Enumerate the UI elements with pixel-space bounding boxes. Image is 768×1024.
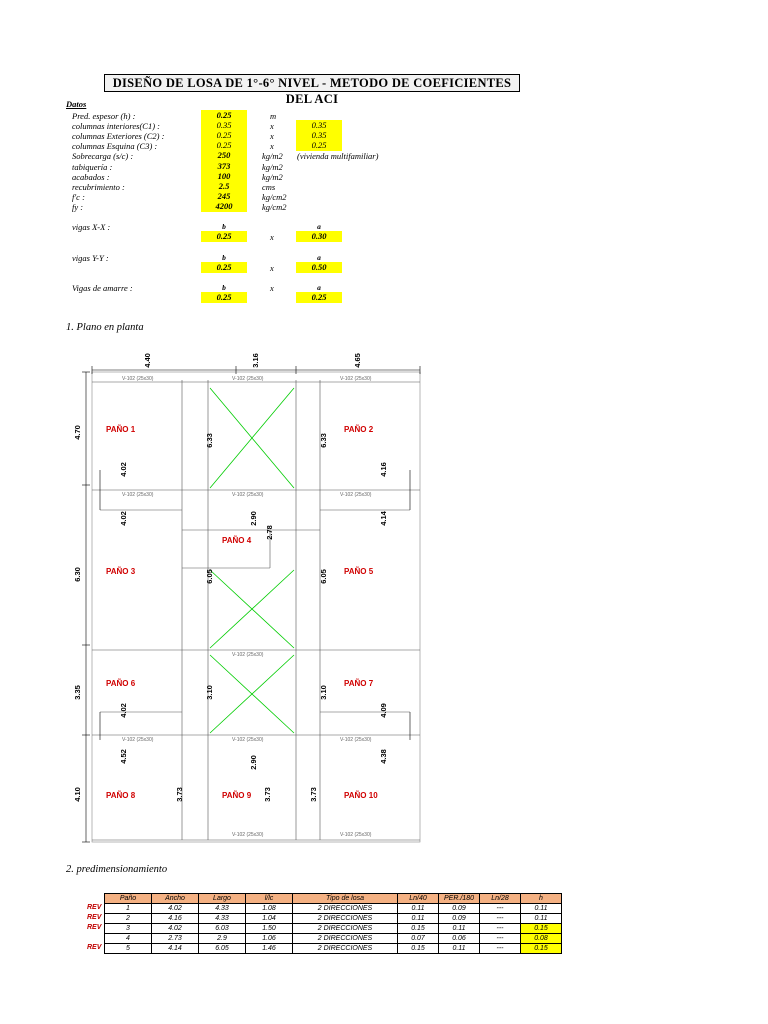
beam-label: V-102 (25x30) <box>122 376 154 382</box>
table-cell: 0.11 <box>521 904 562 914</box>
dim-left-2: 6.30 <box>72 567 82 582</box>
dim-inner: 6.33 <box>318 433 328 448</box>
dim-inner: 3.73 <box>308 787 318 802</box>
datos-unit: kg/cm2 <box>262 202 287 212</box>
vigas-label: vigas X-X : <box>72 222 111 232</box>
section-predimensionamiento: 2. predimensionamiento <box>66 864 168 875</box>
rev-label: REV <box>87 924 102 931</box>
dim-inner: 3.73 <box>174 787 184 802</box>
table-cell: 2.9 <box>199 934 246 944</box>
dim-inner: 2.90 <box>248 511 258 526</box>
table-cell: 2 <box>105 914 152 924</box>
section-plano-en-planta: 1. Plano en planta <box>66 322 144 333</box>
col-header: PER./180 <box>439 894 480 904</box>
vigas-label: vigas Y-Y : <box>72 253 109 263</box>
datos-value: 245 <box>201 191 247 202</box>
table-cell: 0.15 <box>521 944 562 954</box>
table-cell: 0.11 <box>439 944 480 954</box>
dim-inner: 3.10 <box>204 685 214 700</box>
table-row <box>105 904 562 914</box>
pano-6-label: PAÑO 6 <box>106 679 136 688</box>
table-cell: 4.33 <box>199 914 246 924</box>
vigas-a-value: 0.25 <box>296 292 342 303</box>
vigas-a-value: 0.50 <box>296 262 342 273</box>
datos-label: recubrimiento : <box>72 182 125 192</box>
table-row <box>105 934 562 944</box>
table-cell: 2 DIRECCIONES <box>293 924 398 934</box>
datos-value: 4200 <box>201 201 247 212</box>
datos-label: Sobrecarga (s/c) : <box>72 151 134 161</box>
vigas-label: Vigas de amarre : <box>72 283 133 293</box>
dim-inner: 4.02 <box>118 511 128 526</box>
vigas-col-a-label: a <box>317 283 321 292</box>
datos-unit: x <box>270 121 274 131</box>
dim-inner: 4.09 <box>378 703 388 718</box>
vigas-x: x <box>270 232 274 242</box>
vigas-b-value: 0.25 <box>201 262 247 273</box>
beam-label: V-102 (25x30) <box>232 652 264 658</box>
table-cell: --- <box>480 904 521 914</box>
vigas-a-value: 0.30 <box>296 231 342 242</box>
table-cell: 0.15 <box>398 924 439 934</box>
col-header: Ln/28 <box>480 894 521 904</box>
datos-unit: x <box>270 141 274 151</box>
datos-value: 0.25 <box>201 110 247 121</box>
table-cell: 0.15 <box>521 924 562 934</box>
table-cell: 2 DIRECCIONES <box>293 904 398 914</box>
table-cell: --- <box>480 934 521 944</box>
pano-2-label: PAÑO 2 <box>344 425 374 434</box>
table-cell: 1.08 <box>246 904 293 914</box>
floor-plan <box>70 350 430 850</box>
datos-value: 0.35 <box>201 120 247 131</box>
datos-label: acabados : <box>72 172 110 182</box>
table-cell: 3 <box>105 924 152 934</box>
dim-inner: 4.38 <box>378 749 388 764</box>
vigas-col-a-label: a <box>317 222 321 231</box>
dim-inner: 6.05 <box>204 569 214 584</box>
datos-unit: kg/m2 <box>262 172 283 182</box>
beam-label: V-102 (25x30) <box>340 376 372 382</box>
dim-inner: 2.90 <box>248 755 258 770</box>
dim-inner: 6.05 <box>318 569 328 584</box>
dim-inner: 4.16 <box>378 462 388 477</box>
beam-label: V-102 (25x30) <box>232 737 264 743</box>
table-cell: 0.11 <box>439 924 480 934</box>
table-cell: 4.02 <box>152 924 199 934</box>
col-header: Largo <box>199 894 246 904</box>
table-cell: 2 DIRECCIONES <box>293 914 398 924</box>
pano-4-label: PAÑO 4 <box>222 536 252 545</box>
col-header: Tipo de losa <box>293 894 398 904</box>
table-cell: 2 DIRECCIONES <box>293 934 398 944</box>
rev-label: REV <box>87 914 102 921</box>
table-cell: --- <box>480 944 521 954</box>
vigas-col-a-label: a <box>317 253 321 262</box>
vigas-col-b-label: b <box>222 222 226 231</box>
table-cell: 4 <box>105 934 152 944</box>
table-cell: 0.08 <box>521 934 562 944</box>
datos-label: columnas Esquina (C3) : <box>72 141 158 151</box>
datos-value-2: (vivienda multifamiliar) <box>297 151 379 161</box>
table-cell: --- <box>480 924 521 934</box>
datos-label: columnas interiores(C1) : <box>72 121 160 131</box>
rev-label: REV <box>87 944 102 951</box>
datos-label: Pred. espesor (h) : <box>72 111 136 121</box>
col-header: l/lc <box>246 894 293 904</box>
datos-unit: m <box>270 111 277 121</box>
col-header: Ancho <box>152 894 199 904</box>
predim-table <box>104 893 562 954</box>
table-cell: 6.03 <box>199 924 246 934</box>
datos-unit: cms <box>262 182 276 192</box>
table-cell: 0.11 <box>521 914 562 924</box>
vigas-col-b-label: b <box>222 283 226 292</box>
dim-left-1: 4.70 <box>72 425 82 440</box>
table-row <box>105 914 562 924</box>
table-cell: 0.06 <box>439 934 480 944</box>
table-row <box>105 944 562 954</box>
beam-label: V-102 (25x30) <box>232 832 264 838</box>
datos-value-2: 0.35 <box>296 130 342 141</box>
datos-heading: Datos <box>66 99 87 109</box>
pano-3-label: PAÑO 3 <box>106 567 136 576</box>
col-header: h <box>521 894 562 904</box>
table-cell: 0.15 <box>398 944 439 954</box>
datos-value: 2.5 <box>201 181 247 192</box>
dim-inner: 3.10 <box>318 685 328 700</box>
dim-inner: 4.52 <box>118 749 128 764</box>
table-cell: 1.50 <box>246 924 293 934</box>
datos-value: 0.25 <box>201 130 247 141</box>
table-cell: 0.11 <box>398 914 439 924</box>
pano-8-label: PAÑO 8 <box>106 791 136 800</box>
datos-value: 373 <box>201 161 247 172</box>
vigas-x: x <box>270 263 274 273</box>
datos-value: 0.25 <box>201 140 247 151</box>
datos-unit: x <box>270 131 274 141</box>
datos-unit: kg/m2 <box>262 162 283 172</box>
col-header: Paño <box>105 894 152 904</box>
table-cell: 0.09 <box>439 914 480 924</box>
datos-label: fy : <box>72 202 84 212</box>
beam-label: V-102 (25x30) <box>340 492 372 498</box>
pano-9-label: PAÑO 9 <box>222 791 252 800</box>
table-cell: 2.73 <box>152 934 199 944</box>
dim-inner: 3.73 <box>262 787 272 802</box>
dim-inner: 4.14 <box>378 511 388 526</box>
datos-label: f'c : <box>72 192 85 202</box>
datos-label: columnas Exteriores (C2) : <box>72 131 165 141</box>
table-cell: 6.05 <box>199 944 246 954</box>
vigas-col-b-label: b <box>222 253 226 262</box>
table-header-row <box>105 894 562 904</box>
table-cell: 1.06 <box>246 934 293 944</box>
page-title: DISEÑO DE LOSA DE 1°-6° NIVEL - METODO DE COEFICIENTES DEL ACI <box>104 74 520 92</box>
datos-unit: kg/cm2 <box>262 192 287 202</box>
table-cell: 4.14 <box>152 944 199 954</box>
beam-label: V-102 (25x30) <box>340 832 372 838</box>
beam-label: V-102 (25x30) <box>232 492 264 498</box>
table-cell: 0.09 <box>439 904 480 914</box>
vigas-x: x <box>270 283 274 293</box>
dim-inner: 6.33 <box>204 433 214 448</box>
dim-inner: 4.02 <box>118 703 128 718</box>
table-cell: 4.02 <box>152 904 199 914</box>
table-cell: 0.07 <box>398 934 439 944</box>
datos-label: tabiquería : <box>72 162 113 172</box>
pano-7-label: PAÑO 7 <box>344 679 374 688</box>
table-cell: 1 <box>105 904 152 914</box>
beam-label: V-102 (25x30) <box>122 492 154 498</box>
datos-value: 100 <box>201 171 247 182</box>
dim-top-2: 3.16 <box>250 353 260 368</box>
beam-label: V-102 (25x30) <box>232 376 264 382</box>
dim-top-3: 4.65 <box>352 353 362 368</box>
rev-label: REV <box>87 904 102 911</box>
table-cell: 4.16 <box>152 914 199 924</box>
pano-1-label: PAÑO 1 <box>106 425 136 434</box>
datos-value-2: 0.25 <box>296 140 342 151</box>
dim-left-3: 3.35 <box>72 685 82 700</box>
table-row <box>105 924 562 934</box>
table-cell: 0.11 <box>398 904 439 914</box>
datos-value: 250 <box>201 150 247 161</box>
datos-value-2: 0.35 <box>296 120 342 131</box>
table-cell: 1.46 <box>246 944 293 954</box>
pano-5-label: PAÑO 5 <box>344 567 374 576</box>
table-cell: 1.04 <box>246 914 293 924</box>
table-cell: 5 <box>105 944 152 954</box>
vigas-b-value: 0.25 <box>201 231 247 242</box>
vigas-b-value: 0.25 <box>201 292 247 303</box>
datos-unit: kg/m2 <box>262 151 283 161</box>
pano-10-label: PAÑO 10 <box>344 791 378 800</box>
dim-inner: 2.78 <box>264 525 274 540</box>
table-cell: 2 DIRECCIONES <box>293 944 398 954</box>
table-cell: --- <box>480 914 521 924</box>
dim-inner: 4.02 <box>118 462 128 477</box>
beam-label: V-102 (25x30) <box>340 737 372 743</box>
beam-label: V-102 (25x30) <box>122 737 154 743</box>
dim-left-4: 4.10 <box>72 787 82 802</box>
col-header: Ln/40 <box>398 894 439 904</box>
dim-top-1: 4.40 <box>142 353 152 368</box>
table-cell: 4.33 <box>199 904 246 914</box>
